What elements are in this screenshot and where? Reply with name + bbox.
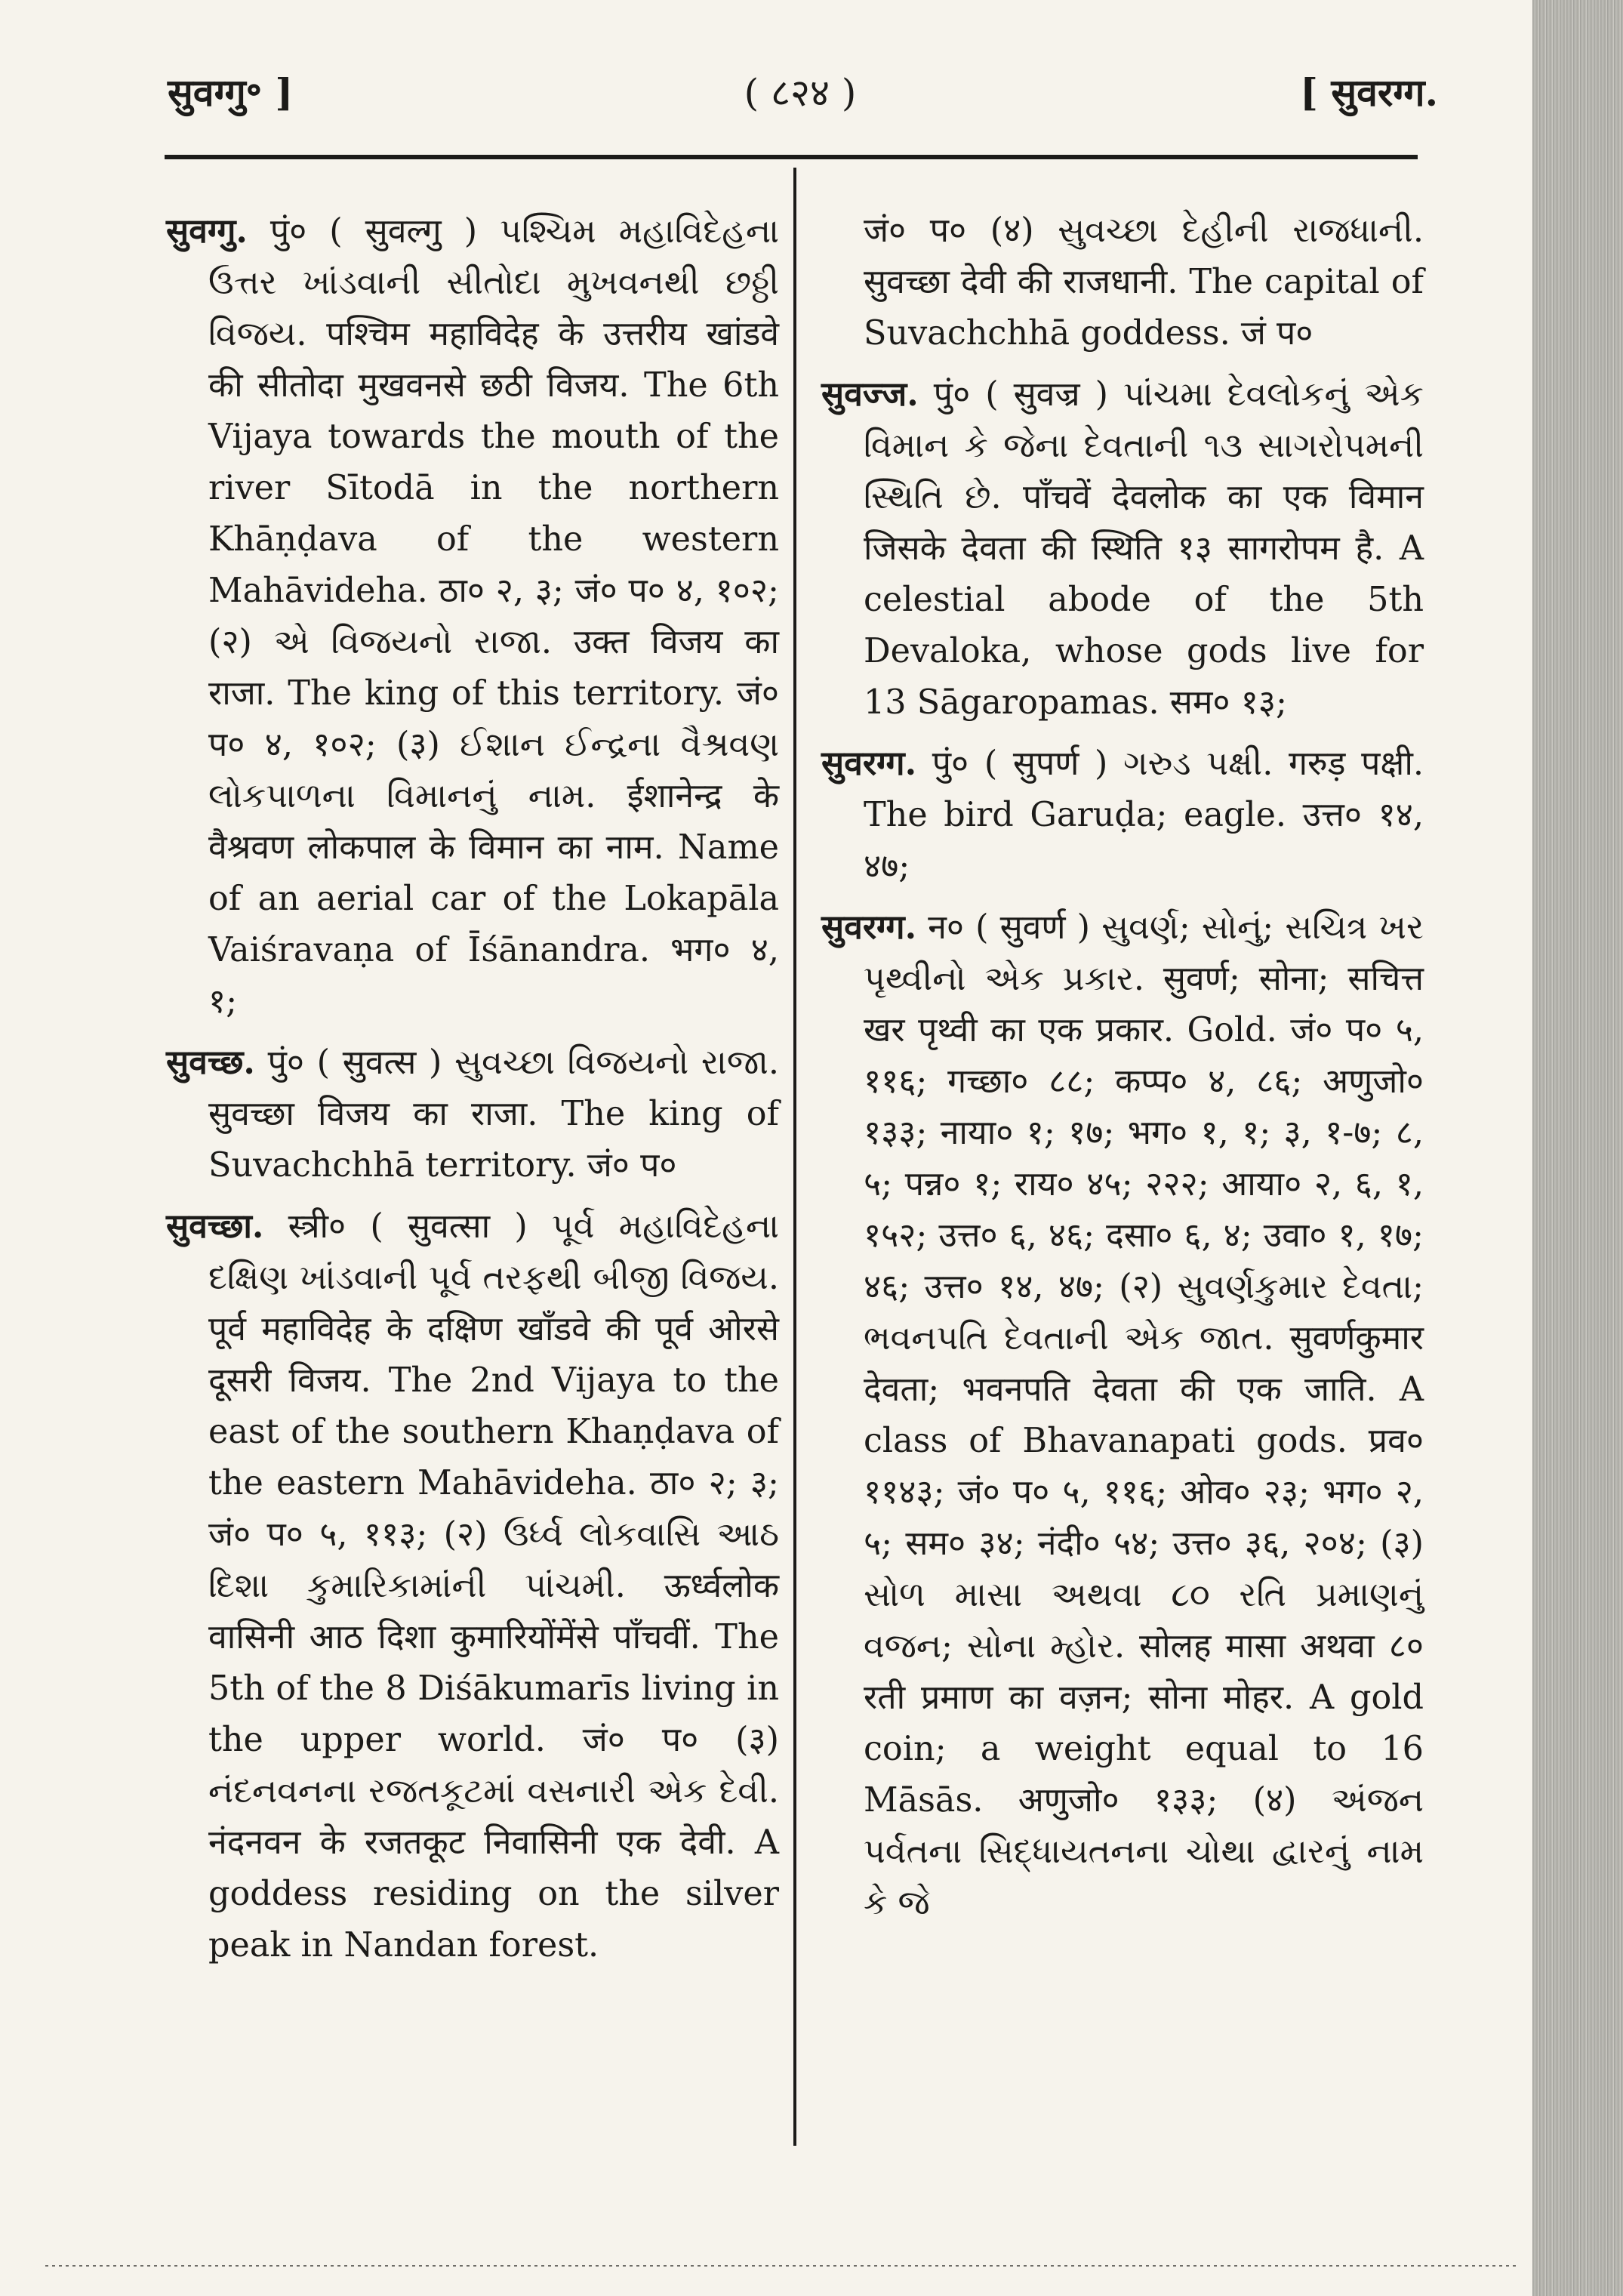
definition: पुं० ( सुवल्गु ) પશ્ચિમ મહાવિદેહના ઉત્તર ખાંડવાની સીતોદા મુખવનથી છઠ્ઠી વિજય. पश्चिम महाविदेह के उत्तरीय खांडवे की सीतोदा मुखवनसे छठी विजय. The 6th Vijaya towards the mouth of the river Sītodā in the northern Khāṇḍava of the western Mahāvideha. ठा० २, ३; जं० प० ४, १०२; (२) એ વિજયનો રાજા. उक्त विजय का राजा. The king of this territory. जं० प० ४, १०२; (३) ઈશાન ઈન્દ્રના વૈશ્રવણ લોકપાળના વિમાનનું નામ. ईशानेन्द्र के वैश्रवण लोकपाल के विमान का नाम. Name of an aerial car of the Lokapāla Vaiśravaṇa of Īśānandra. भग० ४, १; <box>208 212 779 1021</box>
entry-suvanna-m <box>821 738 1424 892</box>
column-divider <box>793 168 796 2146</box>
right-column <box>821 205 1424 1938</box>
running-head-right: [ सुवरग्ग. <box>1300 70 1438 115</box>
headword: सुवरग्ग. <box>821 908 917 947</box>
headword: सुवच्छा. <box>166 1207 264 1246</box>
entry-suvajja <box>821 368 1424 729</box>
scanned-page-edge <box>1532 0 1623 2296</box>
definition: जं० प० (४) સુવચ્છા દેહીની રાજધાની. सुवच्छा देवी की राजधानी. The capital of Suvachchhā goddess. जं प० <box>864 211 1424 353</box>
headword: सुवज्ज. <box>821 374 919 414</box>
definition: न० ( सुवर्ण ) સુવર્ણ; સોનું; સચિત્ર ખર પૃથ્વીનો એક પ્રકાર. सुवर्ण; सोना; सचित्त खर पृथ्वी का एक प्रकार. Gold. जं० प० ५, ११६; गच्छा० ८८; कप्प० ४, ८६; अणुजो० १३३; नाया० १; १७; भग० १, १; ३, १-७; ८, ५; पन्न० १; राय० ४५; २२२; आया० २, ६, १, १५२; उत्त० ६, ४६; दसा० ६, ४; उवा० १, १७; ४६; उत्त० १४, ४७; (२) સુવર્ણકુમાર દેવતા; ભવનપતિ દેવતાની એક જાત. सुवर्णकुमार देवता; भवनपति देवता की एक जाति. A class of Bhavanapati gods. प्रव० ११४३; जं० प० ५, ११६; ओव० २३; भग० २, ५; सम० ३४; नंदी० ५४; उत्त० ३६, २०४; (३) સોળ માસા અથવા ૮૦ રતિ પ્રમાણનું વજન; સોના મ્હોર. सोलह मासा अथवा ८० रती प्रमाण का वज़न; सोना मोहर. A gold coin; a weight equal to 16 Māsās. अणुजो० १३३; (४) અંજન પર્વતના સિદ્ધાયતનના ચોથા દ્વારનું નામ કે જે <box>864 908 1424 1922</box>
headword: सुवग्गु. <box>166 211 248 251</box>
definition: पुं० ( सुवत्स ) સુવચ્છા વિજયનો રાજા. सुवच्छा विजय का राजा. The king of Suvachchhā territory. जं० प० <box>208 1043 779 1185</box>
bottom-scan-edge <box>45 2265 1517 2267</box>
running-head-left: सुवग्गु॰ ] <box>168 70 294 115</box>
left-column <box>166 205 779 1980</box>
entry-suvachchha-m <box>166 1037 779 1191</box>
definition: पुं० ( सुवज्र ) પાંચમા દેવલોકનું એક વિમાન કે જેના દેવતાની ૧૩ સાગરોપમની સ્થિતિ છે. पाँचवें देवलोक का एक विमान जिसके देवता की स्थिति १३ सागरोपम है. A celestial abode of the 5th Devaloka, whose gods live for 13 Sāgaropamas. सम० १३; <box>864 375 1424 722</box>
entry-suvaggu <box>166 205 779 1028</box>
headword: सुवच्छ. <box>166 1043 255 1082</box>
header-rule <box>165 155 1418 159</box>
definition: स्त्री० ( सुवत्सा ) પૂર્વ મહાવિદેહના દક્ષિણ ખાંડવાની પૂર્વ તરફથી બીજી વિજય. पूर्व महाविदेह के दक्षिण खाँडवे की पूर्व ओरसे दूसरी विजय. The 2nd Vijaya to the east of the southern Khaṇḍava of the eastern Mahāvideha. ठा० २; ३; जं० प० ५, ११३; (२) ઉર્ધ્વ લોકવાસિ આઠ દિશા કુમારિકામાંની પાંચમી. ऊर्ध्वलोक वासिनी आठ दिशा कुमारियोंमेंसे पाँचवीं. The 5th of the 8 Diśākumarīs living in the upper world. जं० प० (३) નંદનવનના રજતકૂટમાં વસનારી એક દેવી. नंदनवन के रजतकूट निवासिनी एक देवी. A goddess residing on the silver peak in Nandan forest. <box>208 1207 780 1965</box>
entry-suvanna-n <box>821 901 1424 1929</box>
entry-suvachchha-f <box>166 1200 779 1971</box>
page-number: ( ८२४ ) <box>744 71 857 115</box>
definition: पुं० ( सुपर्ण ) ગરુડ પક્ષી. गरुड़ पक्षी. The bird Garuḍa; eagle. उत्त० १४, ४७; <box>864 744 1424 886</box>
entry-continuation <box>821 205 1424 359</box>
headword: सुवरग्ग. <box>821 744 917 783</box>
